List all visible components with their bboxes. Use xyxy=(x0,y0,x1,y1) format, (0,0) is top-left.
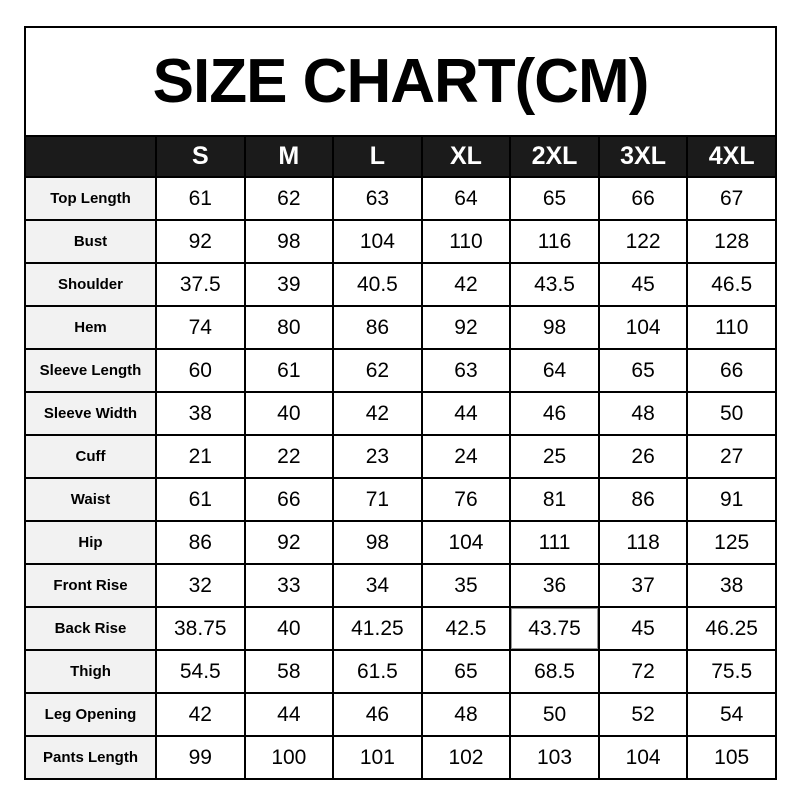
value-cell: 22 xyxy=(245,435,334,478)
value-cell: 110 xyxy=(687,306,776,349)
value-cell: 46.25 xyxy=(687,607,776,650)
value-cell: 61 xyxy=(156,177,245,220)
table-header xyxy=(25,136,776,177)
value-cell: 100 xyxy=(245,736,334,779)
table-row xyxy=(25,650,776,693)
size-chart-panel xyxy=(24,26,777,780)
value-cell: 81 xyxy=(510,478,599,521)
value-cell: 61 xyxy=(245,349,334,392)
column-header-4xl: 4XL xyxy=(687,136,776,177)
value-cell: 63 xyxy=(333,177,422,220)
value-cell: 86 xyxy=(333,306,422,349)
value-cell: 61.5 xyxy=(333,650,422,693)
value-cell: 65 xyxy=(599,349,688,392)
value-cell: 34 xyxy=(333,564,422,607)
value-cell: 71 xyxy=(333,478,422,521)
table-body xyxy=(25,177,776,779)
value-cell: 27 xyxy=(687,435,776,478)
row-label: Leg Opening xyxy=(25,693,156,736)
value-cell: 50 xyxy=(510,693,599,736)
value-cell: 50 xyxy=(687,392,776,435)
row-label: Bust xyxy=(25,220,156,263)
value-cell: 46 xyxy=(333,693,422,736)
value-cell: 48 xyxy=(599,392,688,435)
value-cell: 42 xyxy=(156,693,245,736)
value-cell: 66 xyxy=(687,349,776,392)
value-cell: 44 xyxy=(422,392,511,435)
value-cell: 26 xyxy=(599,435,688,478)
value-cell: 33 xyxy=(245,564,334,607)
value-cell: 125 xyxy=(687,521,776,564)
table-row xyxy=(25,478,776,521)
value-cell: 42 xyxy=(333,392,422,435)
value-cell: 43.5 xyxy=(510,263,599,306)
value-cell: 64 xyxy=(422,177,511,220)
row-label: Top Length xyxy=(25,177,156,220)
value-cell: 101 xyxy=(333,736,422,779)
value-cell: 25 xyxy=(510,435,599,478)
value-cell: 24 xyxy=(422,435,511,478)
value-cell: 76 xyxy=(422,478,511,521)
value-cell: 75.5 xyxy=(687,650,776,693)
table-row xyxy=(25,521,776,564)
value-cell: 61 xyxy=(156,478,245,521)
value-cell: 86 xyxy=(156,521,245,564)
table-row xyxy=(25,435,776,478)
value-cell: 42.5 xyxy=(422,607,511,650)
table-row xyxy=(25,263,776,306)
value-cell: 74 xyxy=(156,306,245,349)
table-row xyxy=(25,220,776,263)
value-cell: 65 xyxy=(510,177,599,220)
highlighted-cell: 43.75 xyxy=(510,607,599,650)
value-cell: 91 xyxy=(687,478,776,521)
table-row xyxy=(25,564,776,607)
value-cell: 46.5 xyxy=(687,263,776,306)
value-cell: 103 xyxy=(510,736,599,779)
value-cell: 40 xyxy=(245,392,334,435)
value-cell: 45 xyxy=(599,607,688,650)
column-header-s: S xyxy=(156,136,245,177)
value-cell: 104 xyxy=(599,736,688,779)
value-cell: 41.25 xyxy=(333,607,422,650)
value-cell: 92 xyxy=(422,306,511,349)
value-cell: 104 xyxy=(599,306,688,349)
value-cell: 54.5 xyxy=(156,650,245,693)
value-cell: 66 xyxy=(599,177,688,220)
value-cell: 92 xyxy=(245,521,334,564)
table-row xyxy=(25,306,776,349)
table-row xyxy=(25,177,776,220)
row-label: Shoulder xyxy=(25,263,156,306)
title-box xyxy=(24,26,777,135)
row-label: Pants Length xyxy=(25,736,156,779)
value-cell: 111 xyxy=(510,521,599,564)
value-cell: 37 xyxy=(599,564,688,607)
value-cell: 65 xyxy=(422,650,511,693)
row-label: Waist xyxy=(25,478,156,521)
value-cell: 116 xyxy=(510,220,599,263)
value-cell: 38 xyxy=(687,564,776,607)
value-cell: 98 xyxy=(245,220,334,263)
value-cell: 52 xyxy=(599,693,688,736)
column-header-2xl: 2XL xyxy=(510,136,599,177)
value-cell: 118 xyxy=(599,521,688,564)
value-cell: 38.75 xyxy=(156,607,245,650)
value-cell: 102 xyxy=(422,736,511,779)
value-cell: 98 xyxy=(510,306,599,349)
row-label: Thigh xyxy=(25,650,156,693)
value-cell: 36 xyxy=(510,564,599,607)
value-cell: 38 xyxy=(156,392,245,435)
header-row xyxy=(25,136,776,177)
column-header-xl: XL xyxy=(422,136,511,177)
value-cell: 46 xyxy=(510,392,599,435)
value-cell: 23 xyxy=(333,435,422,478)
table-row xyxy=(25,392,776,435)
value-cell: 37.5 xyxy=(156,263,245,306)
row-label: Sleeve Length xyxy=(25,349,156,392)
value-cell: 72 xyxy=(599,650,688,693)
value-cell: 86 xyxy=(599,478,688,521)
value-cell: 42 xyxy=(422,263,511,306)
value-cell: 64 xyxy=(510,349,599,392)
value-cell: 21 xyxy=(156,435,245,478)
value-cell: 32 xyxy=(156,564,245,607)
table-row xyxy=(25,736,776,779)
value-cell: 44 xyxy=(245,693,334,736)
corner-cell xyxy=(25,136,156,177)
value-cell: 80 xyxy=(245,306,334,349)
column-header-l: L xyxy=(333,136,422,177)
row-label: Front Rise xyxy=(25,564,156,607)
value-cell: 39 xyxy=(245,263,334,306)
value-cell: 104 xyxy=(422,521,511,564)
column-header-3xl: 3XL xyxy=(599,136,688,177)
row-label: Back Rise xyxy=(25,607,156,650)
size-chart-table xyxy=(24,135,777,780)
value-cell: 58 xyxy=(245,650,334,693)
value-cell: 128 xyxy=(687,220,776,263)
value-cell: 54 xyxy=(687,693,776,736)
row-label: Hem xyxy=(25,306,156,349)
page-title: SIZE CHART(CM) xyxy=(152,47,649,116)
column-header-m: M xyxy=(245,136,334,177)
value-cell: 92 xyxy=(156,220,245,263)
value-cell: 35 xyxy=(422,564,511,607)
value-cell: 105 xyxy=(687,736,776,779)
row-label: Sleeve Width xyxy=(25,392,156,435)
table-row xyxy=(25,607,776,650)
value-cell: 40.5 xyxy=(333,263,422,306)
value-cell: 62 xyxy=(333,349,422,392)
value-cell: 66 xyxy=(245,478,334,521)
value-cell: 62 xyxy=(245,177,334,220)
value-cell: 45 xyxy=(599,263,688,306)
value-cell: 98 xyxy=(333,521,422,564)
value-cell: 48 xyxy=(422,693,511,736)
value-cell: 68.5 xyxy=(510,650,599,693)
value-cell: 122 xyxy=(599,220,688,263)
value-cell: 40 xyxy=(245,607,334,650)
value-cell: 60 xyxy=(156,349,245,392)
value-cell: 63 xyxy=(422,349,511,392)
value-cell: 104 xyxy=(333,220,422,263)
value-cell: 67 xyxy=(687,177,776,220)
table-row xyxy=(25,349,776,392)
row-label: Cuff xyxy=(25,435,156,478)
table-row xyxy=(25,693,776,736)
value-cell: 99 xyxy=(156,736,245,779)
row-label: Hip xyxy=(25,521,156,564)
value-cell: 110 xyxy=(422,220,511,263)
